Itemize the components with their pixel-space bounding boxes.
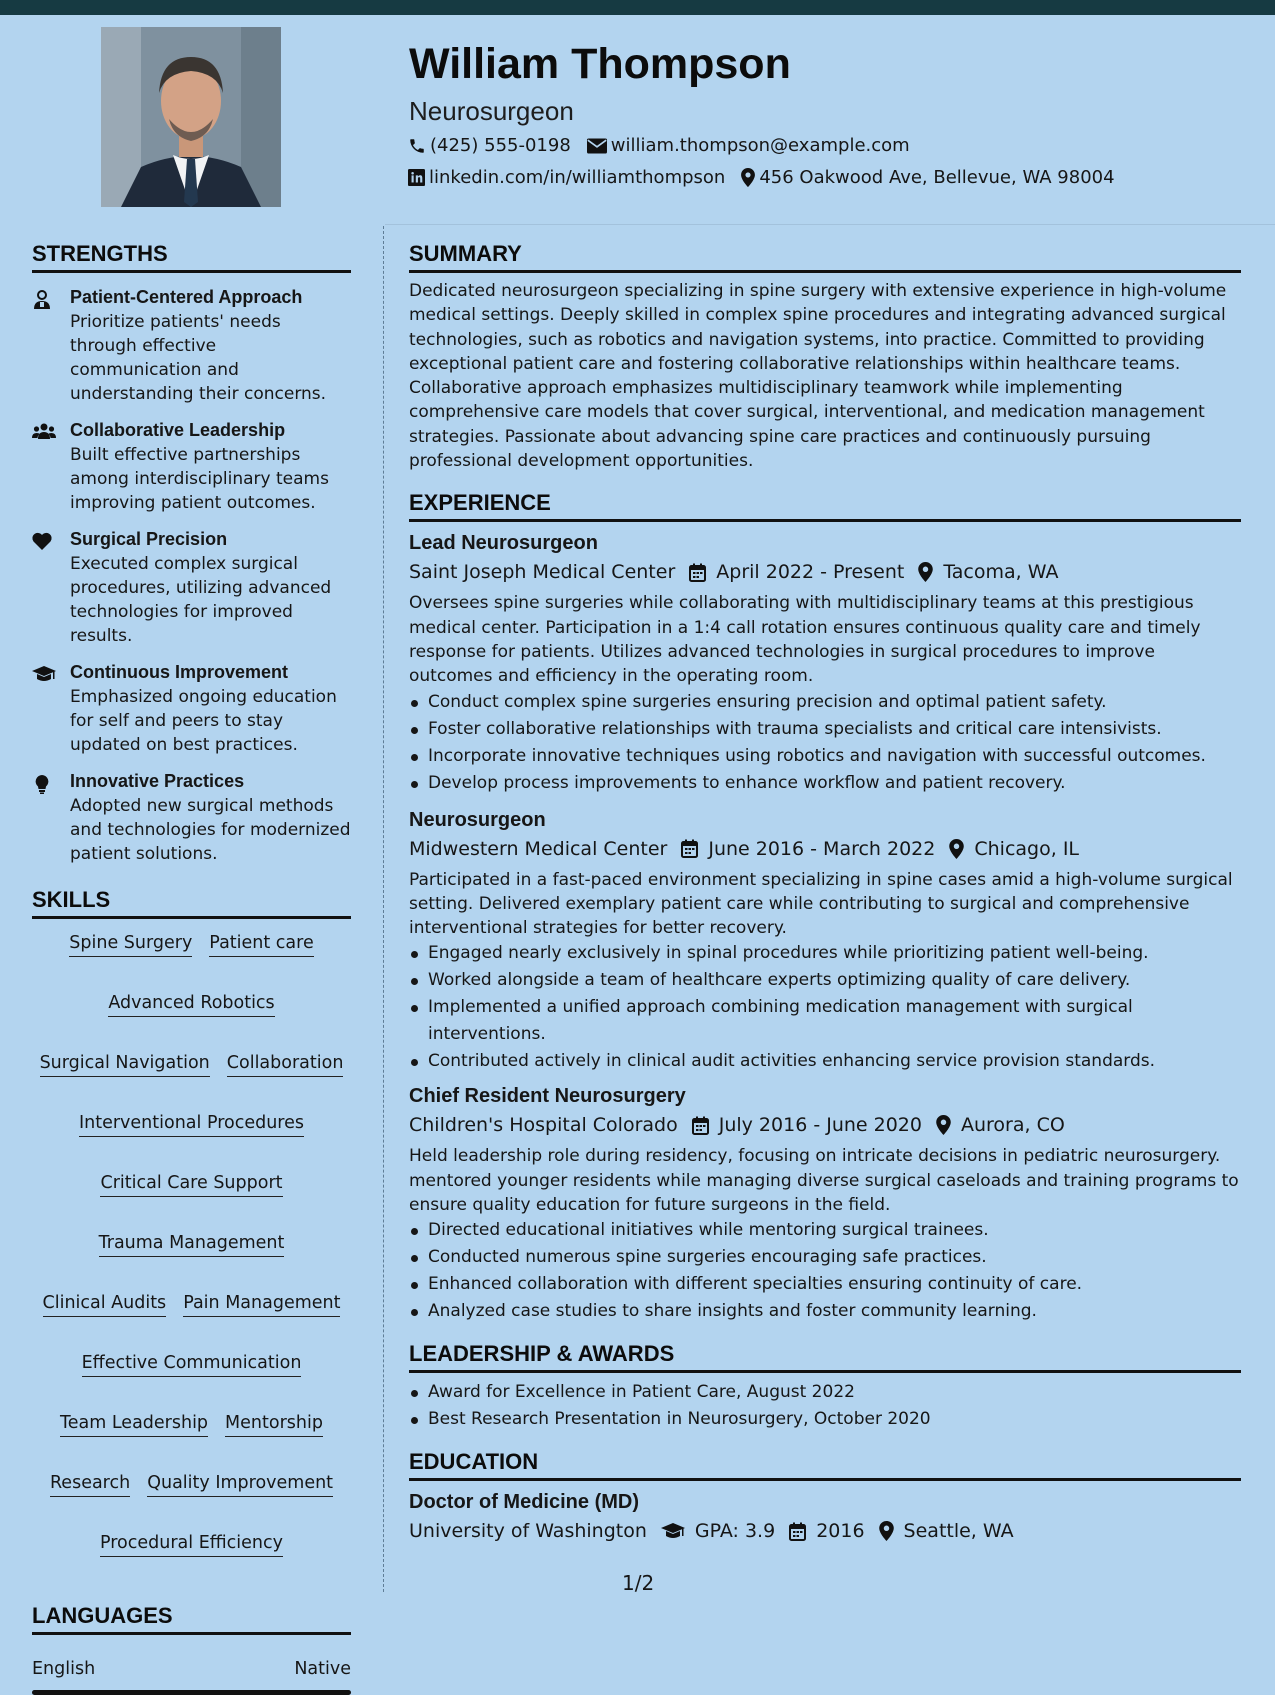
graduation-cap-icon [32,665,56,683]
location-pin-icon [918,562,933,582]
skill-tag: Team Leadership [60,1413,208,1437]
job-location: Aurora, CO [961,1114,1065,1137]
strength-desc: Executed complex surgical procedures, utilizing advanced technologies for improved results. [70,554,332,646]
strength-item [32,662,351,757]
skill-tag: Critical Care Support [100,1173,282,1197]
summary-heading: SUMMARY [409,241,1241,273]
job-title: Neurosurgeon [409,808,546,831]
phone-contact [408,135,571,156]
strength-item [32,420,351,515]
skill-tag: Surgical Navigation [40,1053,210,1077]
strength-desc: Prioritize patients' needs through effective communication and understanding their concerns. [70,312,327,404]
list-item: Enhanced collaboration with different specialties ensuring continuity of care. [409,1271,1241,1298]
skills-heading: SKILLS [32,887,351,919]
users-icon [32,423,56,441]
skill-tag: Research [50,1473,130,1497]
list-item: Award for Excellence in Patient Care, August 2022 [409,1379,1241,1406]
job-description: Oversees spine surgeries while collaborating with multidisciplinary teams at this prestigious medical center. Participation in a 1:4 call rotation ensures continuous quality care and timely response for patients. Utilizes advanced technologies in surgical procedures to improve outcomes and efficiency in the operating room. [409,593,1201,687]
job-bullets [409,940,1241,1075]
skill-tag: Patient care [209,933,313,957]
job-location: Tacoma, WA [943,561,1059,584]
languages-heading: LANGUAGES [32,1603,351,1635]
list-item: Worked alongside a team of healthcare experts optimizing quality of care delivery. [409,967,1241,994]
list-item: Contributed actively in clinical audit activities enhancing service provision standards. [409,1048,1241,1075]
skill-tag: Spine Surgery [69,933,192,957]
language-row [32,1659,351,1679]
strength-title: Continuous Improvement [70,662,289,682]
linkedin-contact[interactable] [408,167,725,188]
job-employer: Midwestern Medical Center [409,837,668,860]
column-divider [383,226,384,1592]
degree-title: Doctor of Medicine (MD) [409,1491,639,1514]
job-meta [409,561,1241,583]
location-pin-icon [741,168,755,187]
experience-entry [409,532,1241,796]
list-item: Conducted numerous spine surgeries encouraging safe practices. [409,1244,1241,1271]
candidate-title: Neurosurgeon [409,96,574,126]
job-description: Held leadership role during residency, focusing on intricate decisions in pediatric neurosurgery. mentored younger residents while managing diverse surgical caseloads and training programs to ensure quality education for future surgeons in the field. [409,1146,1239,1216]
email-text[interactable]: william.thompson@example.com [610,135,910,156]
strength-item [32,771,351,866]
skill-tag: Effective Communication [82,1353,302,1377]
job-bullets [409,689,1241,797]
lightbulb-icon [32,774,52,794]
language-proficiency-track [32,1690,351,1695]
list-item: Develop process improvements to enhance workflow and patient recovery. [409,770,1241,797]
job-bullets [409,1217,1241,1325]
job-meta [409,1114,1241,1136]
contact-row-2 [408,167,1131,188]
strength-desc: Built effective partnerships among interdisciplinary teams improving patient outcomes. [70,445,329,513]
language-level: Native [294,1659,351,1679]
profile-photo [101,27,281,207]
list-item: Best Research Presentation in Neurosurgery, October 2020 [409,1406,1241,1433]
candidate-name: William Thompson [409,40,791,88]
education-entry [409,1491,1241,1542]
awards-heading: LEADERSHIP & AWARDS [409,1341,1241,1373]
skill-tag: Pain Management [183,1293,340,1317]
skills-list [32,933,351,1557]
right-column [409,241,1241,1542]
experience-entry [409,1085,1241,1325]
school-location: Seattle, WA [903,1520,1014,1543]
calendar-icon [692,1116,709,1135]
job-location: Chicago, IL [974,837,1080,860]
summary-text: Dedicated neurosurgeon specializing in spine surgery with extensive experience in high-volume medical settings. Deeply skilled in complex spine procedures and integrating advanced surgical technologies, such as robotics and navigation systems, into practice. Committed to providing exceptional patient care and fostering collaborative relationships within healthcare teams. Collaborative approach emphasizes multidisciplinary teamwork while implementing comprehensive care models that cover surgical, interventional, and medication management strategies. Passionate about advancing spine care practices and continuously pursuing professional development opportunities. [409,281,1227,472]
job-title: Lead Neurosurgeon [409,532,598,555]
strength-title: Patient-Centered Approach [70,287,303,307]
strength-item [32,287,351,406]
strength-title: Innovative Practices [70,771,245,791]
skill-tag: Trauma Management [99,1233,285,1257]
strength-desc: Adopted new surgical methods and technologies for modernized patient solutions. [70,796,351,864]
skill-tag: Collaboration [227,1053,344,1077]
heart-icon [32,532,52,550]
education-heading: EDUCATION [409,1449,1241,1481]
school-name: University of Washington [409,1520,647,1543]
skill-tag: Mentorship [225,1413,323,1437]
skill-tag: Procedural Efficiency [100,1533,283,1557]
awards-list [409,1379,1241,1433]
phone-text: (425) 555-0198 [430,135,571,156]
strength-item [32,529,351,648]
skill-tag: Interventional Procedures [79,1113,304,1137]
page-number: 1/2 [622,1571,655,1595]
skill-tag: Quality Improvement [147,1473,333,1497]
job-employer: Children's Hospital Colorado [409,1114,678,1137]
calendar-icon [681,839,698,858]
location-pin-icon [879,1521,894,1541]
strength-desc: Emphasized ongoing education for self and peers to stay updated on best practices. [70,687,337,755]
language-proficiency-bar [32,1690,351,1695]
strengths-heading: STRENGTHS [32,241,351,273]
phone-icon [408,137,426,155]
gpa: GPA: 3.9 [694,1520,776,1543]
user-doctor-icon [32,290,52,310]
left-column [32,241,351,1695]
skill-tag: Clinical Audits [43,1293,167,1317]
address-text: 456 Oakwood Ave, Bellevue, WA 98004 [759,167,1115,188]
calendar-icon [789,1522,806,1541]
graduation-cap-icon [661,1522,685,1540]
job-description: Participated in a fast-paced environment specializing in spine cases amid a high-volume surgical setting. Delivered exemplary patient care while contributing to surgical and comprehensive interventional strategies for better recovery. [409,869,1233,939]
job-title: Chief Resident Neurosurgery [409,1085,686,1108]
language-name: English [32,1659,96,1679]
list-item: Conduct complex spine surgeries ensuring precision and optimal patient safety. [409,689,1241,716]
strength-title: Surgical Precision [70,529,228,549]
contact-row-1 [408,135,926,156]
list-item: Foster collaborative relationships with trauma specialists and critical care intensivists. [409,716,1241,743]
job-employer: Saint Joseph Medical Center [409,561,676,584]
address-contact [741,167,1114,188]
job-dates: June 2016 - March 2022 [708,837,936,860]
linkedin-icon [408,169,425,186]
header-divider [385,224,1275,225]
strength-title: Collaborative Leadership [70,420,286,440]
experience-heading: EXPERIENCE [409,490,1241,522]
list-item: Engaged nearly exclusively in spinal procedures while prioritizing patient well-being. [409,940,1241,967]
location-pin-icon [936,1115,951,1135]
skill-tag: Advanced Robotics [108,993,274,1017]
list-item: Analyzed case studies to share insights and foster community learning. [409,1298,1241,1325]
job-dates: April 2022 - Present [716,561,905,584]
envelope-icon [587,138,607,154]
location-pin-icon [949,839,964,859]
job-dates: July 2016 - June 2020 [718,1114,922,1137]
list-item: Incorporate innovative techniques using robotics and navigation with successful outcomes. [409,743,1241,770]
list-item: Directed educational initiatives while mentoring surgical trainees. [409,1217,1241,1244]
top-bar [0,0,1275,15]
graduation-year: 2016 [816,1520,865,1543]
education-meta [409,1520,1241,1542]
job-meta [409,838,1241,860]
list-item: Implemented a unified approach combining medication management with surgical interventions. [409,994,1241,1048]
experience-entry [409,809,1241,1076]
linkedin-text[interactable]: linkedin.com/in/williamthompson [429,167,726,188]
calendar-icon [689,563,706,582]
email-contact[interactable] [587,135,910,156]
